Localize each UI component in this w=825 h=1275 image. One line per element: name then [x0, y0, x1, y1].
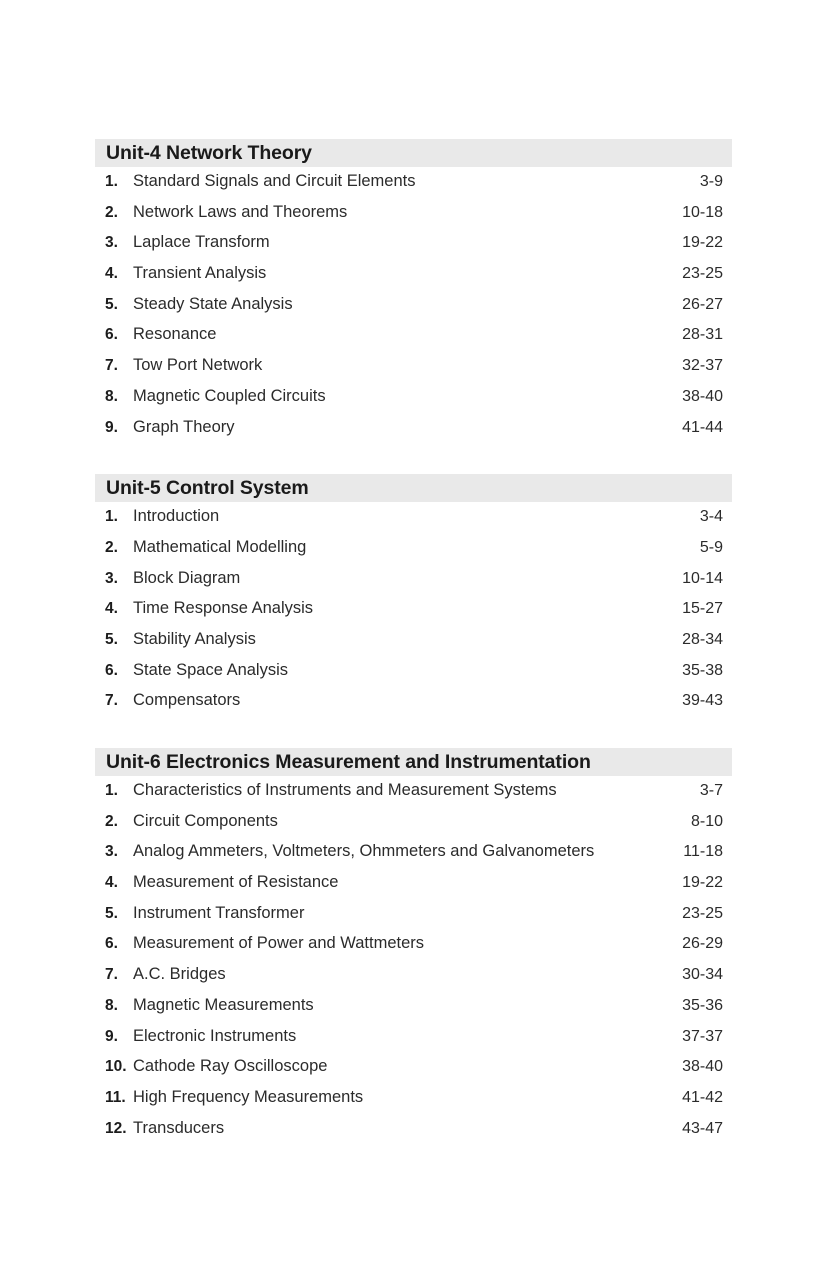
toc-entry-number: 5.: [105, 630, 118, 648]
toc-entry-page-range: 26-27: [682, 295, 723, 313]
unit-section: [95, 139, 732, 448]
toc-entry-row[interactable]: [95, 599, 732, 630]
toc-entry-row[interactable]: [95, 1088, 732, 1119]
unit-section: [95, 474, 732, 722]
toc-entry-title[interactable]: Block Diagram: [133, 568, 241, 587]
toc-entry-row[interactable]: [95, 1057, 732, 1088]
toc-entry-title[interactable]: State Space Analysis: [133, 660, 289, 679]
toc-entry-number: 5.: [105, 295, 118, 313]
toc-entry-row[interactable]: [95, 295, 732, 326]
toc-entry-number: 6.: [105, 326, 118, 344]
toc-entry-page-range: 10-18: [682, 203, 723, 221]
toc-entry-page-range: 41-44: [682, 418, 723, 436]
toc-entry-page-range: 3-9: [699, 173, 723, 190]
toc-entry-row[interactable]: [95, 569, 732, 600]
toc-entry-title[interactable]: Magnetic Coupled Circuits: [133, 386, 326, 405]
toc-entry-number: 3.: [105, 569, 118, 587]
toc-entry-row[interactable]: [95, 965, 732, 996]
unit-header-title: Unit-6 Electronics Measurement and Instrumentation: [106, 751, 591, 773]
toc-entry-number: 6.: [105, 935, 118, 953]
toc-entry-number: 12.: [105, 1119, 127, 1137]
toc-entry-row[interactable]: [95, 1027, 732, 1058]
toc-entry-list: [95, 776, 732, 1149]
toc-entry-page-range: 28-31: [682, 326, 723, 344]
toc-entry-title[interactable]: Magnetic Measurements: [133, 995, 314, 1014]
toc-entry-page-range: 5-9: [699, 538, 723, 556]
toc-entry-number: 3.: [105, 234, 118, 252]
toc-entry-number: 1.: [105, 508, 118, 526]
toc-entry-number: 7.: [105, 966, 118, 984]
toc-entry-number: 7.: [105, 692, 118, 710]
toc-entry-page-range: 30-34: [682, 966, 723, 984]
toc-entry-page-range: 19-22: [682, 874, 723, 892]
toc-entry-page-range: 35-36: [682, 996, 723, 1014]
toc-entry-title[interactable]: Measurement of Power and Wattmeters: [133, 934, 425, 953]
toc-entry-row[interactable]: [95, 387, 732, 418]
toc-entry-page-range: 35-38: [682, 661, 723, 679]
unit-header-title: Unit-5 Control System: [106, 477, 309, 500]
toc-entry-page-range: 26-29: [682, 935, 723, 953]
toc-entry-number: 11.: [105, 1088, 126, 1106]
toc-entry-row[interactable]: [95, 418, 732, 449]
toc-entry-page-range: 19-22: [682, 234, 723, 252]
toc-entry-number: 8.: [105, 387, 118, 405]
unit-header-band: [95, 139, 732, 167]
toc-entry-list: [95, 502, 732, 722]
toc-entry-row[interactable]: [95, 781, 732, 812]
toc-entry-number: 3.: [105, 843, 118, 861]
toc-entry-title[interactable]: Laplace Transform: [133, 233, 270, 252]
toc-entry-title[interactable]: Circuit Components: [133, 811, 278, 830]
toc-entry-list: [95, 167, 732, 448]
toc-entry-page-range: 15-27: [682, 600, 723, 618]
toc-entry-number: 7.: [105, 357, 118, 375]
toc-entry-title[interactable]: Transient Analysis: [133, 264, 267, 283]
toc-entry-page-range: 38-40: [682, 387, 723, 405]
toc-entry-page-range: 38-40: [682, 1058, 723, 1076]
toc-entry-row[interactable]: [95, 904, 732, 935]
toc-entry-title[interactable]: Measurement of Resistance: [133, 873, 339, 892]
toc-entry-page-range: 23-25: [682, 265, 723, 283]
toc-entry-row[interactable]: [95, 873, 732, 904]
toc-entry-title[interactable]: Instrument Transformer: [133, 903, 305, 922]
toc-entry-page-range: 39-43: [682, 692, 723, 710]
toc-entry-page-range: 43-47: [682, 1119, 723, 1137]
toc-entry-number: 8.: [105, 996, 118, 1014]
toc-entry-number: 4.: [105, 874, 118, 892]
toc-entry-title[interactable]: Mathematical Modelling: [133, 537, 307, 556]
toc-entry-number: 2.: [105, 203, 118, 221]
toc-entry-number: 6.: [105, 661, 118, 679]
toc-entry-title[interactable]: Electronic Instruments: [133, 1026, 297, 1045]
toc-entry-number: 9.: [105, 418, 118, 436]
toc-entry-number: 2.: [105, 538, 118, 556]
toc-entry-row[interactable]: [95, 842, 732, 873]
toc-entry-title[interactable]: Cathode Ray Oscilloscope: [133, 1057, 328, 1076]
toc-entry-row[interactable]: [95, 356, 732, 387]
toc-entry-number: 5.: [105, 904, 118, 922]
toc-entry-title[interactable]: Standard Signals and Circuit Elements: [133, 172, 416, 190]
toc-entry-row[interactable]: [95, 630, 732, 661]
toc-entry-page-range: 10-14: [682, 569, 723, 587]
toc-entry-row[interactable]: [95, 934, 732, 965]
unit-header-band: [95, 474, 732, 502]
toc-entry-title[interactable]: Network Laws and Theorems: [133, 202, 348, 221]
toc-entry-title[interactable]: Resonance: [133, 325, 217, 344]
unit-header-band: [95, 748, 732, 776]
toc-entry-number: 1.: [105, 173, 118, 190]
toc-entry-page-range: 3-7: [699, 782, 723, 799]
toc-entry-page-range: 32-37: [682, 357, 723, 375]
toc-entry-row[interactable]: [95, 996, 732, 1027]
toc-entry-row[interactable]: [95, 812, 732, 843]
toc-entry-row[interactable]: [95, 507, 732, 538]
toc-entry-title[interactable]: Compensators: [133, 691, 241, 710]
unit-header-title: Unit-4 Network Theory: [106, 142, 312, 164]
toc-entry-title[interactable]: Graph Theory: [133, 417, 235, 436]
unit-section: [95, 748, 732, 1149]
toc-entry-title[interactable]: Introduction: [133, 507, 220, 526]
toc-entry-title[interactable]: A.C. Bridges: [133, 965, 226, 984]
toc-entry-number: 1.: [105, 782, 118, 799]
toc-entry-row[interactable]: [95, 203, 732, 234]
toc-entry-page-range: 41-42: [682, 1088, 723, 1106]
toc-entry-title[interactable]: Stability Analysis: [133, 629, 256, 648]
toc-entry-row[interactable]: [95, 1119, 732, 1150]
toc-entry-title[interactable]: Analog Ammeters, Voltmeters, Ohmmeters and Galvanometers: [133, 842, 595, 861]
toc-entry-number: 4.: [105, 600, 118, 618]
toc-entry-row[interactable]: [95, 661, 732, 692]
toc-entry-page-range: 11-18: [683, 843, 723, 861]
toc-entry-page-range: 23-25: [682, 904, 723, 922]
toc-entry-number: 2.: [105, 812, 118, 830]
toc-entry-page-range: 8-10: [690, 812, 723, 830]
toc-entry-page-range: 28-34: [682, 630, 723, 648]
toc-entry-title[interactable]: Transducers: [133, 1118, 225, 1137]
toc-content: [95, 139, 732, 1149]
toc-entry-number: 4.: [105, 265, 118, 283]
toc-entry-title[interactable]: Tow Port Network: [133, 356, 263, 375]
toc-entry-row[interactable]: [95, 691, 732, 722]
toc-entry-page-range: 37-37: [682, 1027, 723, 1045]
toc-entry-row[interactable]: [95, 172, 732, 203]
toc-entry-title[interactable]: Characteristics of Instruments and Measurement Systems: [133, 781, 557, 799]
toc-entry-row[interactable]: [95, 325, 732, 356]
toc-entry-title[interactable]: High Frequency Measurements: [133, 1087, 364, 1106]
toc-entry-row[interactable]: [95, 264, 732, 295]
toc-entry-title[interactable]: Steady State Analysis: [133, 294, 293, 313]
toc-entry-row[interactable]: [95, 538, 732, 569]
toc-entry-number: 9.: [105, 1027, 118, 1045]
toc-entry-title[interactable]: Time Response Analysis: [133, 599, 314, 618]
toc-entry-row[interactable]: [95, 233, 732, 264]
toc-entry-page-range: 3-4: [699, 508, 723, 526]
toc-entry-number: 10.: [105, 1058, 127, 1076]
